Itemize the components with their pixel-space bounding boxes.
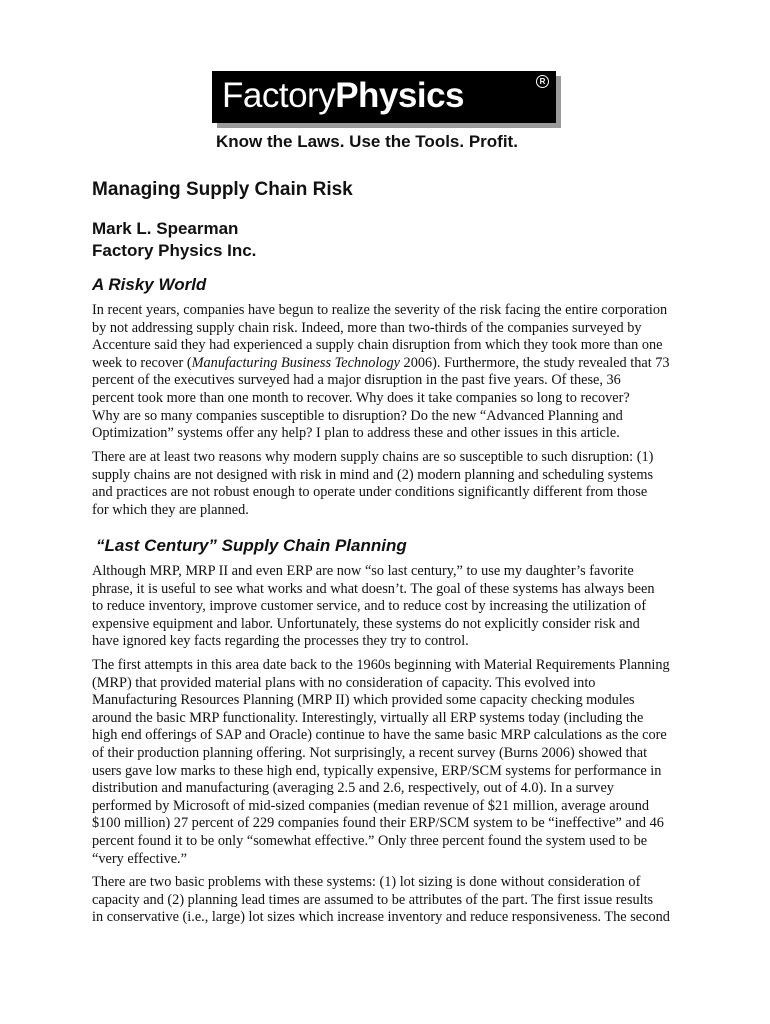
text-line: for which they are planned. — [92, 501, 249, 518]
paragraph — [92, 449, 692, 519]
text-line: by not addressing supply chain risk. Indeed, more than two-thirds of the companies surveyed by — [92, 319, 642, 336]
section-heading: A Risky World — [92, 275, 207, 294]
citation-title: Manufacturing Business Technology — [191, 354, 400, 371]
logo-word-bold: Physics — [335, 76, 465, 115]
text-line: and practices are not robust enough to operate under conditions significantly different from those — [92, 484, 648, 501]
text-line: percent found it to be only “somewhat effective.” Only three percent found the system used to be — [92, 832, 648, 849]
text-line: Accenture said they had experienced a supply chain disruption from which they took more than one — [92, 337, 663, 354]
text-line: expensive equipment and labor. Unfortunately, these systems do not explicitly consider risk and — [92, 615, 640, 632]
text-line: In recent years, companies have begun to realize the severity of the risk facing the entire corporation — [92, 302, 668, 318]
text-line: There are at least two reasons why modern supply chains are so susceptible to such disruption: (1) — [92, 449, 654, 465]
text-line: (MRP) that provided material plans with no consideration of capacity. This evolved into — [92, 674, 596, 691]
text-line: Optimization” systems offer any help? I plan to address these and other issues in this article. — [92, 425, 620, 442]
text-line: performed by Microsoft of mid-sized companies (median revenue of $21 million, average around — [92, 797, 649, 814]
article-title: Managing Supply Chain Risk — [92, 179, 353, 200]
text-line: week to recover (Manufacturing Business Technology 2006). Furthermore, the study revealed that 73 — [92, 354, 670, 371]
text-line: high end offerings of SAP and Oracle) continue to have the same basic MRP calculations as the core — [92, 727, 667, 744]
text-line: to reduce inventory, improve customer service, and to reduce cost by increasing the utilization of — [92, 598, 647, 615]
paragraph — [92, 874, 692, 927]
logo-wordmark — [222, 76, 464, 116]
text-line: users gave low marks to these high end, typically expensive, ERP/SCM systems for performance in — [92, 762, 662, 779]
text-line: percent of the executives surveyed had a major disruption in the past five years. Of these, 36 — [92, 372, 621, 389]
factory-physics-logo — [212, 71, 556, 123]
text-line: supply chains are not designed with risk in mind and (2) modern planning and scheduling systems — [92, 466, 654, 483]
registered-mark: R — [536, 75, 549, 88]
paragraph — [92, 563, 692, 651]
text-line: around the basic MRP functionality. Interestingly, virtually all ERP systems today (including the — [92, 709, 644, 726]
paragraph — [92, 657, 692, 868]
text-line: $100 million) 27 percent of 229 companies found their ERP/SCM system to be “ineffective” and 46 — [92, 815, 664, 832]
text-line: distribution and manufacturing (averaging 2.5 and 2.6, respectively, out of 4.0). In a survey — [92, 780, 614, 797]
text-line: of their production planning offering. Not surprisingly, a recent survey (Burns 2006) showed that — [92, 744, 648, 761]
text-line: Manufacturing Resources Planning (MRP II) which provided some capacity checking modules — [92, 692, 635, 709]
author-name: Mark L. Spearman — [92, 219, 239, 238]
text-line: Why are so many companies susceptible to disruption? Do the new “Advanced Planning and — [92, 407, 623, 424]
paragraph — [92, 302, 692, 443]
text-line: have ignored key facts regarding the processes they try to control. — [92, 633, 469, 650]
text-line: percent took more than one month to recover. Why does it take companies so long to recover? — [92, 389, 630, 406]
text-line: in conservative (i.e., large) lot sizes which increase inventory and reduce responsiveness. The second — [92, 909, 670, 926]
text-line: There are two basic problems with these systems: (1) lot sizing is done without consideration of — [92, 874, 641, 890]
text-line: The first attempts in this area date back to the 1960s beginning with Material Requirements Planning — [92, 657, 670, 673]
section-heading: “Last Century” Supply Chain Planning — [96, 536, 407, 555]
text-line: capacity and (2) planning lead times are assumed to be attributes of the part. The first issue results — [92, 891, 654, 908]
text-line: “very effective.” — [92, 850, 187, 867]
tagline: Know the Laws. Use the Tools. Profit. — [216, 132, 518, 151]
text-line: phrase, it is useful to see what works and what doesn’t. The goal of these systems has always been — [92, 580, 655, 597]
logo-word-light: Factory — [222, 76, 336, 115]
author-organization: Factory Physics Inc. — [92, 241, 257, 260]
text-line: Although MRP, MRP II and even ERP are now “so last century,” to use my daughter’s favorite — [92, 563, 634, 579]
